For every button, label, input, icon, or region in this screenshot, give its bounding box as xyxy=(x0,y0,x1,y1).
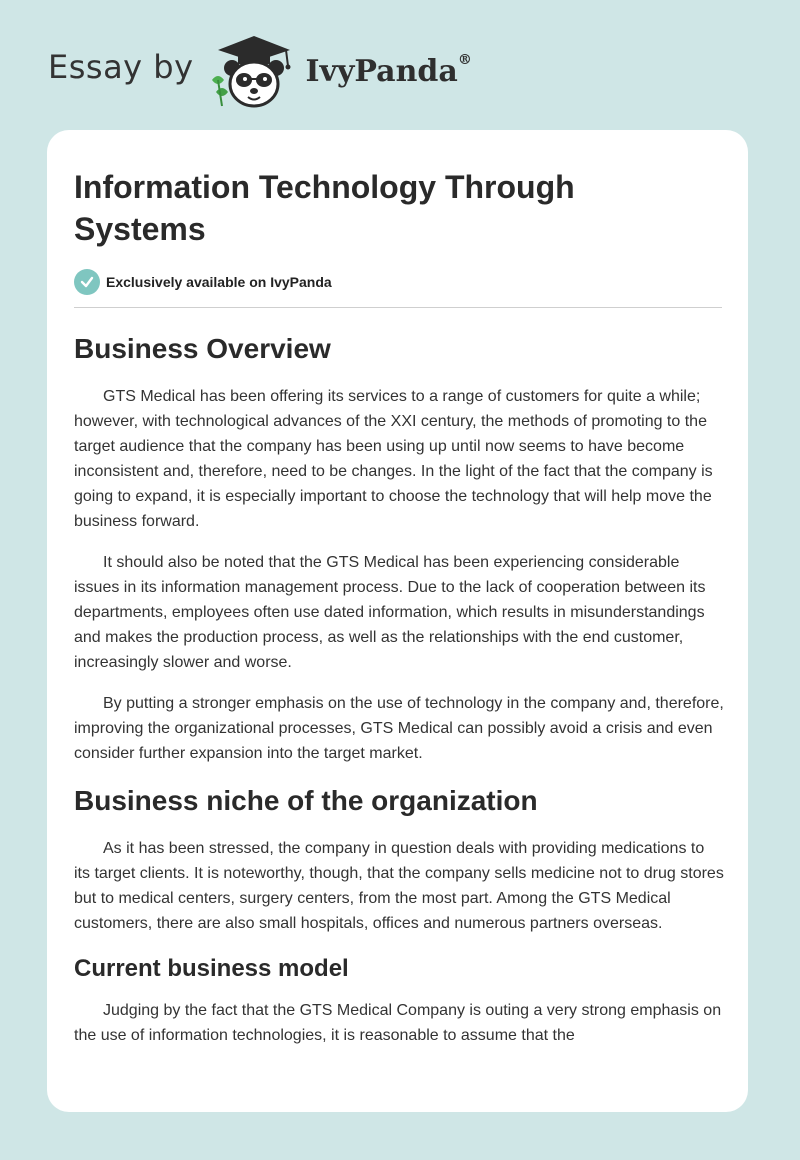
ivypanda-logo-icon[interactable] xyxy=(208,30,300,110)
exclusive-badge xyxy=(74,268,722,296)
check-icon xyxy=(74,269,100,295)
essay-by-label: Essay by xyxy=(48,48,194,86)
exclusive-label: Exclusively available on IvyPanda xyxy=(106,274,332,290)
registered-mark: ® xyxy=(457,51,472,68)
article-card xyxy=(47,130,748,1112)
paragraph: By putting a stronger emphasis on the use of technology in the company and, therefore, improving the organizational processes, GTS Medical can possibly avoid a crisis and even consider further expansion into the target market. xyxy=(74,695,724,762)
brand-name[interactable]: IvyPanda® xyxy=(305,51,472,89)
paragraph: GTS Medical has been offering its services to a range of customers for quite a while; however, with technological advances of the XXI century, the methods of promoting to the target audience that the company has been using up until now seems to have become inconsistent and, therefore, need to be changes. In the light of the fact that the company is going to expand, it is especially important to choose the technology that will help move the business forward. xyxy=(74,388,713,530)
paragraph: It should also be noted that the GTS Medical has been experiencing considerable issues in its information management process. Due to the lack of cooperation between its departments, employees often use dated information, which results in misunderstandings and makes the production process, as well as the relationships with the end customer, increasingly slower and worse. xyxy=(74,554,706,671)
paragraph: As it has been stressed, the company in question deals with providing medications to its target clients. It is noteworthy, though, that the company sells medicine not to drug stores but to medical centers, surgery centers, from the most part. Among the GTS Medical customers, there are also small hospitals, offices and numerous partners overseas. xyxy=(74,840,724,932)
site-header xyxy=(48,30,472,110)
section-heading: Business niche of the organization xyxy=(74,785,538,816)
article-title: Information Technology Through Systems xyxy=(74,169,575,247)
subsection-heading: Current business model xyxy=(74,955,349,982)
paragraph: Judging by the fact that the GTS Medical Company is outing a very strong emphasis on the use of information technologies, it is reasonable to assume that the xyxy=(74,1002,722,1044)
divider xyxy=(74,307,722,308)
section-heading: Business Overview xyxy=(74,333,331,364)
